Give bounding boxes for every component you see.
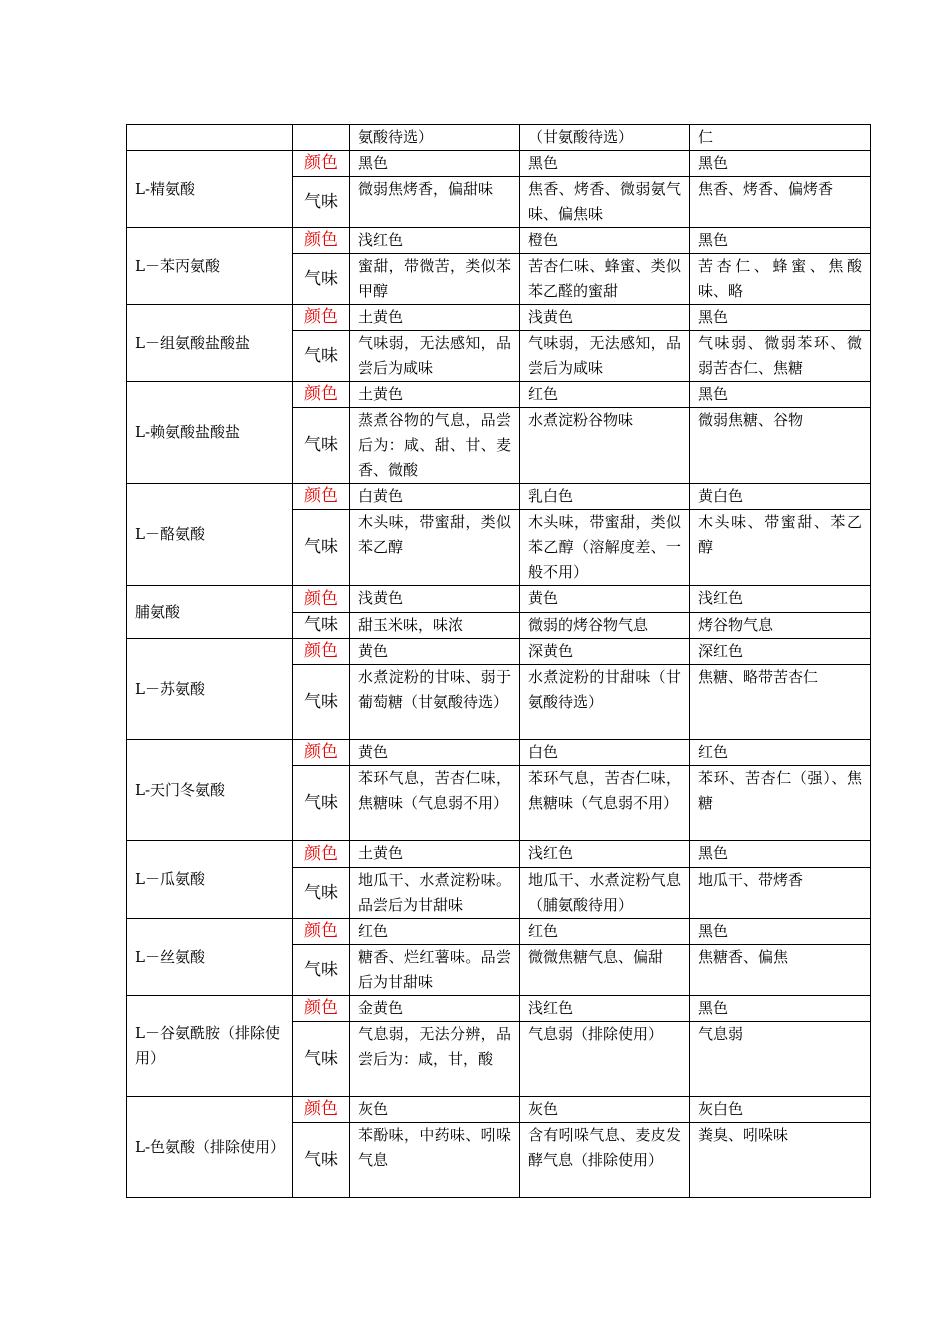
color-label: 颜色 [293, 841, 350, 868]
smell-value-b: 木头味，带蜜甜，类似苯乙醇（溶解度差、一般不用） [520, 510, 690, 586]
color-label: 颜色 [293, 586, 350, 613]
smell-value-c: 粪臭、吲哚味 [690, 1123, 871, 1198]
table-row-color [127, 996, 871, 1022]
color-value-a: 土黄色 [350, 305, 520, 331]
color-value-c: 黄白色 [690, 484, 871, 510]
smell-value-c: 苯环、苦杏仁（强）、焦糖 [690, 766, 871, 841]
smell-value-c: 地瓜干、带烤香 [690, 868, 871, 919]
smell-value-c: 烤谷物气息 [690, 613, 871, 639]
amino-acid-name: L－丝氨酸 [127, 919, 293, 996]
header-attr-cell [293, 125, 350, 151]
color-value-b: 橙色 [520, 228, 690, 254]
table-row-color [127, 228, 871, 254]
color-value-b: 红色 [520, 382, 690, 408]
color-value-b: 红色 [520, 919, 690, 945]
color-value-c: 黑色 [690, 382, 871, 408]
smell-value-a: 蜜甜，带微苦，类似苯甲醇 [350, 254, 520, 305]
smell-value-a: 苯环气息，苦杏仁味，焦糖味（气息弱不用） [350, 766, 520, 841]
color-label: 颜色 [293, 1097, 350, 1123]
amino-acid-name: L－组氨酸盐酸盐 [127, 305, 293, 382]
color-value-c: 黑色 [690, 841, 871, 868]
smell-label: 气味 [293, 331, 350, 382]
amino-acid-name: L－苯丙氨酸 [127, 228, 293, 305]
color-value-c: 黑色 [690, 919, 871, 945]
color-value-a: 黄色 [350, 639, 520, 665]
color-label: 颜色 [293, 151, 350, 177]
header-name-cell [127, 125, 293, 151]
amino-acid-name: L－苏氨酸 [127, 639, 293, 740]
table-row-color [127, 841, 871, 868]
table-row-color [127, 305, 871, 331]
table-row-color [127, 484, 871, 510]
color-value-a: 黑色 [350, 151, 520, 177]
color-value-c: 黑色 [690, 228, 871, 254]
table-row-color [127, 151, 871, 177]
smell-value-b: 苯环气息，苦杏仁味，焦糖味（气息弱不用） [520, 766, 690, 841]
amino-acid-name: L－谷氨酰胺（排除使用） [127, 996, 293, 1097]
smell-value-a: 苯酚味，中药味、吲哚气息 [350, 1123, 520, 1198]
smell-value-c: 气息弱 [690, 1022, 871, 1097]
table-row-color [127, 740, 871, 766]
amino-acid-name: 脯氨酸 [127, 586, 293, 639]
color-value-b: 浅黄色 [520, 305, 690, 331]
color-value-c: 黑色 [690, 996, 871, 1022]
color-value-b: 黄色 [520, 586, 690, 613]
smell-label: 气味 [293, 613, 350, 639]
color-value-c: 红色 [690, 740, 871, 766]
color-value-b: 深黄色 [520, 639, 690, 665]
smell-label: 气味 [293, 1123, 350, 1198]
smell-value-a: 气息弱，无法分辨，品尝后为：咸，甘，酸 [350, 1022, 520, 1097]
color-value-a: 红色 [350, 919, 520, 945]
smell-value-b: 水煮淀粉的甘甜味（甘氨酸待选） [520, 665, 690, 740]
smell-value-a: 甜玉米味，味浓 [350, 613, 520, 639]
smell-value-b: 苦杏仁味、蜂蜜、类似苯乙醛的蜜甜 [520, 254, 690, 305]
color-value-b: 浅红色 [520, 841, 690, 868]
table-row-color [127, 586, 871, 613]
smell-value-c: 木头味、带蜜甜、苯乙醇 [690, 510, 871, 586]
smell-value-c: 焦糖香、偏焦 [690, 945, 871, 996]
smell-value-c: 焦糖、略带苦杏仁 [690, 665, 871, 740]
color-value-c: 黑色 [690, 305, 871, 331]
smell-value-b: 微弱的烤谷物气息 [520, 613, 690, 639]
color-value-c: 浅红色 [690, 586, 871, 613]
smell-value-b: 气味弱，无法感知，品尝后为咸味 [520, 331, 690, 382]
smell-label: 气味 [293, 1022, 350, 1097]
smell-value-a: 糖香、烂红薯味。品尝后为甘甜味 [350, 945, 520, 996]
color-value-a: 灰色 [350, 1097, 520, 1123]
color-label: 颜色 [293, 305, 350, 331]
smell-label: 气味 [293, 766, 350, 841]
smell-value-b: 气息弱（排除使用） [520, 1022, 690, 1097]
smell-label: 气味 [293, 408, 350, 484]
table-row-color [127, 919, 871, 945]
color-label: 颜色 [293, 639, 350, 665]
color-value-a: 浅红色 [350, 228, 520, 254]
color-value-b: 黑色 [520, 151, 690, 177]
table-row-color [127, 382, 871, 408]
color-value-a: 浅黄色 [350, 586, 520, 613]
smell-value-a: 水煮淀粉的甘味、弱于葡萄糖（甘氨酸待选） [350, 665, 520, 740]
smell-value-a: 木头味，带蜜甜，类似苯乙醇 [350, 510, 520, 586]
color-value-a: 金黄色 [350, 996, 520, 1022]
smell-value-a: 微弱焦烤香，偏甜味 [350, 177, 520, 228]
table-body [127, 125, 871, 1198]
table-row-color [127, 1097, 871, 1123]
smell-value-b: 含有吲哚气息、麦皮发酵气息（排除使用） [520, 1123, 690, 1198]
smell-value-c: 苦杏仁、蜂蜜、焦酸味、略 [690, 254, 871, 305]
color-label: 颜色 [293, 484, 350, 510]
smell-label: 气味 [293, 868, 350, 919]
color-label: 颜色 [293, 996, 350, 1022]
smell-value-b: 地瓜干、水煮淀粉气息（脯氨酸待用） [520, 868, 690, 919]
amino-acid-name: L-赖氨酸盐酸盐 [127, 382, 293, 484]
smell-value-a: 蒸煮谷物的气息，品尝后为：咸、甜、甘、麦香、微酸 [350, 408, 520, 484]
smell-label: 气味 [293, 254, 350, 305]
smell-value-a: 气味弱，无法感知，品尝后为咸味 [350, 331, 520, 382]
smell-label: 气味 [293, 510, 350, 586]
color-value-b: 灰色 [520, 1097, 690, 1123]
amino-acid-name: L－酪氨酸 [127, 484, 293, 586]
color-value-a: 黄色 [350, 740, 520, 766]
smell-label: 气味 [293, 177, 350, 228]
amino-acid-name: L-天门冬氨酸 [127, 740, 293, 841]
header-col-c: 仁 [690, 125, 871, 151]
amino-acid-name: L－瓜氨酸 [127, 841, 293, 919]
header-row [127, 125, 871, 151]
smell-label: 气味 [293, 665, 350, 740]
smell-value-b: 焦香、烤香、微弱氨气味、偏焦味 [520, 177, 690, 228]
color-value-b: 乳白色 [520, 484, 690, 510]
smell-value-c: 焦香、烤香、偏烤香 [690, 177, 871, 228]
color-label: 颜色 [293, 382, 350, 408]
smell-value-a: 地瓜干、水煮淀粉味。品尝后为甘甜味 [350, 868, 520, 919]
smell-value-b: 水煮淀粉谷物味 [520, 408, 690, 484]
color-value-b: 白色 [520, 740, 690, 766]
smell-value-c: 气味弱、微弱苯环、微弱苦杏仁、焦糖 [690, 331, 871, 382]
smell-value-c: 微弱焦糖、谷物 [690, 408, 871, 484]
color-value-a: 白黄色 [350, 484, 520, 510]
smell-label: 气味 [293, 945, 350, 996]
color-label: 颜色 [293, 919, 350, 945]
color-label: 颜色 [293, 740, 350, 766]
color-value-a: 土黄色 [350, 382, 520, 408]
color-value-c: 深红色 [690, 639, 871, 665]
color-label: 颜色 [293, 228, 350, 254]
amino-acid-name: L-精氨酸 [127, 151, 293, 228]
smell-value-b: 微微焦糖气息、偏甜 [520, 945, 690, 996]
amino-acid-name: L-色氨酸（排除使用） [127, 1097, 293, 1198]
color-value-c: 灰白色 [690, 1097, 871, 1123]
header-col-a: 氨酸待选） [350, 125, 520, 151]
color-value-a: 土黄色 [350, 841, 520, 868]
table-row-color [127, 639, 871, 665]
amino-acid-table [126, 124, 871, 1198]
header-col-b: （甘氨酸待选） [520, 125, 690, 151]
color-value-c: 黑色 [690, 151, 871, 177]
color-value-b: 浅红色 [520, 996, 690, 1022]
